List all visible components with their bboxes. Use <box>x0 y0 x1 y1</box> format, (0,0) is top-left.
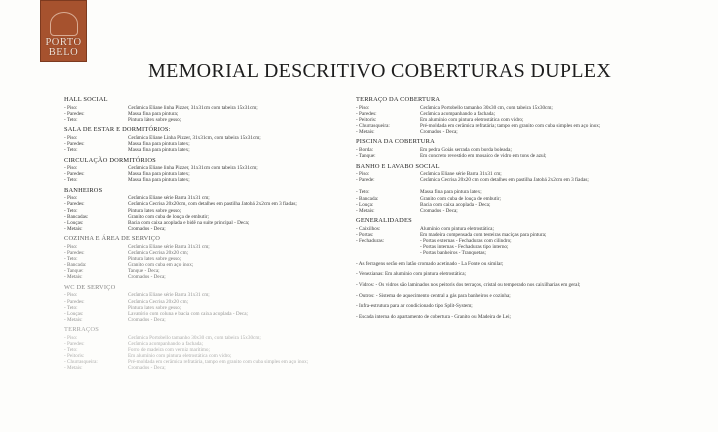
spec-label: - Churrasqueira: <box>64 359 98 366</box>
spec-value: Cerâmica acompanhando a fachada; <box>420 110 496 117</box>
section-heading: PISCINA DA COBERTURA <box>356 138 435 146</box>
spec-value: Pintura latex sobre gesso; <box>128 256 182 263</box>
document-title: MEMORIAL DESCRITIVO COBERTURAS DUPLEX <box>148 60 612 82</box>
spec-label: - Bancada: <box>356 195 379 202</box>
spec-row <box>356 129 696 135</box>
spec-value: Massa fina para pintura latex; <box>128 171 190 178</box>
spec-value: Cerâmica Eliane série Barra 31x31 cm; <box>128 195 210 202</box>
spec-label: - Louça: <box>356 201 374 208</box>
spec-value: Cerâmica Cecrisa 20x20 cm; <box>128 250 189 256</box>
spec-value: Pintura latex sobre gesso; <box>128 207 182 214</box>
section-heading: BANHEIROS <box>64 186 103 194</box>
spec-value: Cerâmica Eliane série Barra 31x31 cm; <box>128 243 210 250</box>
spec-value: Granito com cuba de louça de embutir; <box>420 195 501 202</box>
spec-value: Cerâmica Portobello tamanho 30x30 cm, com tabeira 15x30cm; <box>128 334 261 341</box>
spec-label: - Borda: <box>356 146 374 153</box>
spec-label: - Paredes: <box>64 341 85 348</box>
spec-value: Pré-moldada em cerâmica refratária, tampo em granito com cuba simples em aço inox; <box>128 359 309 366</box>
spec-value: Massa fina para pintura latex; <box>420 189 482 196</box>
spec-value: Cerâmica Eliane linha Pizzer, 31x31cm com tabeira 15x31cm; <box>128 104 258 111</box>
spec-row <box>64 317 346 323</box>
logo-text-line1: PORTO <box>45 37 82 48</box>
spec-label: - Teto: <box>64 177 78 184</box>
spec-section <box>356 96 696 135</box>
spec-label <box>356 250 420 256</box>
spec-value: Cromados - Deca; <box>420 128 458 135</box>
spec-label: - Piso: <box>64 243 78 250</box>
spec-section <box>64 157 346 184</box>
general-note: - Outros: - Sistema de aquecimento central a gás para banheiros e cozinha; <box>356 292 511 299</box>
spec-value: Pré-moldada em cerâmica refratária; tampo em granito com cuba simples em aço inox; <box>420 122 601 129</box>
spec-value: Massa fina para pintura latex; <box>128 177 190 184</box>
spec-label: - Louças: <box>64 310 84 317</box>
spec-label: - Piso: <box>64 292 78 299</box>
spec-label: - Teto: <box>64 256 78 263</box>
spec-row <box>64 365 346 371</box>
section-heading: TERRAÇOS <box>64 326 99 334</box>
general-note: - Venezianas: Em alumínio com pintura eletrostática; <box>356 271 466 278</box>
spec-value: Cromados - Deca; <box>128 365 166 372</box>
spec-value: Lavatório com coluna e bacia com caixa acoplada - Deca; <box>128 310 248 317</box>
spec-value: Cerâmica Cecrisa 20x20 cm; <box>128 298 189 305</box>
spec-value: Cerâmica Eliane Linha Pizzer, 31x31cm, com tabeira 15x31cm; <box>128 134 261 141</box>
spec-row <box>64 177 346 183</box>
spec-label: - Paredes: <box>64 201 85 208</box>
spec-value: Em alumínio com pintura eletrostática com vidro; <box>420 116 524 123</box>
section-heading: CIRCULAÇÃO DORMITÓRIOS <box>64 156 156 164</box>
spec-label: - Peitoris: <box>64 353 85 360</box>
spec-value: Alumínio com pintura eletrostática; <box>420 225 494 232</box>
spec-value: Massa fina para pintura; <box>128 110 179 117</box>
section-heading: GENERALIDADES <box>356 217 412 225</box>
spec-label: - Teto: <box>64 304 78 311</box>
spec-label: - Paredes: <box>64 171 85 178</box>
spec-value: Cerâmica Cecrisa 20x20 cm com detalhes em pastilha Jatobá 2x2cm em 3 fiadas; <box>420 177 589 184</box>
spec-label: - Metais: <box>356 128 375 135</box>
spec-value: Cerâmica Cecrisa 20x20cm, com detalhes em pastilha Jatobá 2x2cm em 3 fiadas; <box>128 201 297 208</box>
spec-section <box>356 217 696 256</box>
left-column <box>64 96 346 375</box>
spec-value: Em pedra Goiás serrada com borda boleada; <box>420 146 512 153</box>
logo-text-line2: BELO <box>48 47 79 58</box>
spec-value: - Portas externas - Fechaduras com cilindro; <box>420 238 512 244</box>
spec-row <box>64 147 346 153</box>
spec-value: Em madeira compensada com testeiras maciças para pintura; <box>420 231 547 238</box>
spec-value: Massa fina para pintura latex; <box>128 140 190 147</box>
spec-label: - Tanque: <box>356 153 376 160</box>
general-note: - Escada interna do apartamento de cobertura - Granito ou Madeira de Lei; <box>356 313 511 320</box>
spec-label: - Louças: <box>64 219 84 226</box>
spec-value: Cromados - Deca; <box>128 274 166 281</box>
spec-value: Pintura látex sobre gesso; <box>128 116 182 123</box>
spec-value: Bacia com caixa acoplada e bidê na suíte principal - Deca; <box>128 219 250 226</box>
spec-value: - Portas internas - Fechaduras tipo interno; <box>420 244 509 251</box>
spec-label: - Teto: <box>64 116 78 123</box>
spec-section <box>64 235 346 280</box>
spec-value: Cerâmica Eliane série Barra 31x31 cm; <box>420 171 502 178</box>
spec-section <box>64 126 346 153</box>
spec-label: - Metais: <box>64 365 83 372</box>
spec-label: - Tanque: <box>64 268 84 275</box>
spec-value: Cerâmica acompanhando a fachada; <box>128 341 204 348</box>
spec-value: Cromados - Deca; <box>128 316 166 323</box>
spec-row <box>64 274 346 280</box>
spec-label: - Metais: <box>64 274 83 281</box>
spec-label: - Metais: <box>356 207 375 214</box>
spec-value: Forro de madeira com verniz marítimo; <box>128 347 210 354</box>
spec-label: - Piso: <box>64 334 78 341</box>
spec-row <box>64 226 346 232</box>
spec-value: Granito com cuba em aço inox; <box>128 262 194 269</box>
spec-value: Em alumínio com pintura eletrostática com vidro; <box>128 353 232 360</box>
spec-section <box>356 138 696 159</box>
spec-value: - Portas banheiros - Tranquetas; <box>420 250 486 257</box>
spec-row <box>356 208 696 214</box>
spec-label: - Paredes: <box>356 110 377 117</box>
spec-value: Cromados - Deca; <box>128 225 166 232</box>
spec-label: - Churrasqueira: <box>356 122 390 129</box>
right-column <box>356 96 696 324</box>
spec-label: - Caixilhos: <box>356 225 381 232</box>
spec-label: - Parede: <box>356 177 375 184</box>
spec-label: - Bancada: <box>64 262 87 269</box>
right-sections <box>356 96 696 256</box>
spec-section <box>356 163 696 214</box>
general-note: - Vidros: - Os vidros são laminados nos peitoris dos terraços, cristal ou temperado nos caixilharias em geral; <box>356 281 581 288</box>
spec-label: - Paredes: <box>64 140 85 147</box>
spec-label: - Portas: <box>356 231 374 238</box>
spec-label: - Metais: <box>64 225 83 232</box>
spec-label: - Metais: <box>64 316 83 323</box>
spec-section <box>64 96 346 123</box>
spec-row <box>356 250 696 256</box>
spec-label: - Piso: <box>356 171 370 178</box>
general-note: - Infra-estrutura para ar condicionado tipo Split-System; <box>356 303 473 310</box>
spec-label: - Peitoris: <box>356 116 377 123</box>
spec-label: - Paredes: <box>64 110 85 117</box>
spec-label: - Teto: <box>64 347 78 354</box>
spec-label: - Piso: <box>64 165 78 172</box>
spec-label: - Paredes: <box>64 298 85 305</box>
spec-row <box>356 153 696 159</box>
spec-label: - Piso: <box>356 104 370 111</box>
spec-label: - Piso: <box>64 104 78 111</box>
section-heading: BANHO E LAVABO SOCIAL <box>356 162 440 170</box>
spec-label: - Paredes: <box>64 250 85 256</box>
spec-label: - Teto: <box>356 189 370 196</box>
section-heading: COZINHA E ÁREA DE SERVIÇO <box>64 235 161 243</box>
spec-value: Cerâmica Eliane linha Pizzer, 31x31cm com tabeira 15x31cm; <box>128 165 258 172</box>
spec-value: Em concreto revestido em mosaico de vidro em tons de azul; <box>420 153 547 160</box>
spec-label: - Bancadas: <box>64 213 89 220</box>
section-heading: WC DE SERVIÇO <box>64 283 116 291</box>
spec-label: - Piso: <box>64 134 78 141</box>
spec-value: Cromados - Deca; <box>420 207 458 214</box>
spec-section <box>64 187 346 232</box>
section-heading: TERRAÇO DA COBERTURA <box>356 96 441 103</box>
spec-value: Pintura latex sobre gesso; <box>128 304 182 311</box>
spec-value: Massa fina para pintura latex; <box>128 146 190 153</box>
spec-label: - Teto: <box>64 146 78 153</box>
logo-emblem-icon <box>50 12 78 36</box>
general-note: - As ferragens serão em latão cromado acetinado - La Fonte ou similar; <box>356 260 504 267</box>
spec-row <box>64 117 346 123</box>
spec-value: Granito com cuba de louça de embutir; <box>128 213 209 220</box>
spec-label: - Fechaduras: <box>356 238 385 244</box>
spec-label: - Teto: <box>64 207 78 214</box>
spec-section <box>64 326 346 371</box>
general-notes <box>356 261 696 320</box>
spec-value: Cerâmica Portobello tamanho 30x30 cm, com tabeira 15x30cm; <box>420 104 553 111</box>
spec-value: Bacia com caixa acoplada - Deca; <box>420 201 491 208</box>
spec-section <box>64 284 346 323</box>
spec-value: Cerâmica Eliane série Barra 31x31 cm; <box>128 292 210 299</box>
spec-value: Tanque - Deca; <box>128 268 160 275</box>
section-heading: SALA DE ESTAR E DORMITÓRIOS: <box>64 126 171 134</box>
porto-belo-logo <box>40 0 87 62</box>
spec-label: - Piso: <box>64 195 78 202</box>
section-heading: HALL SOCIAL <box>64 96 108 103</box>
